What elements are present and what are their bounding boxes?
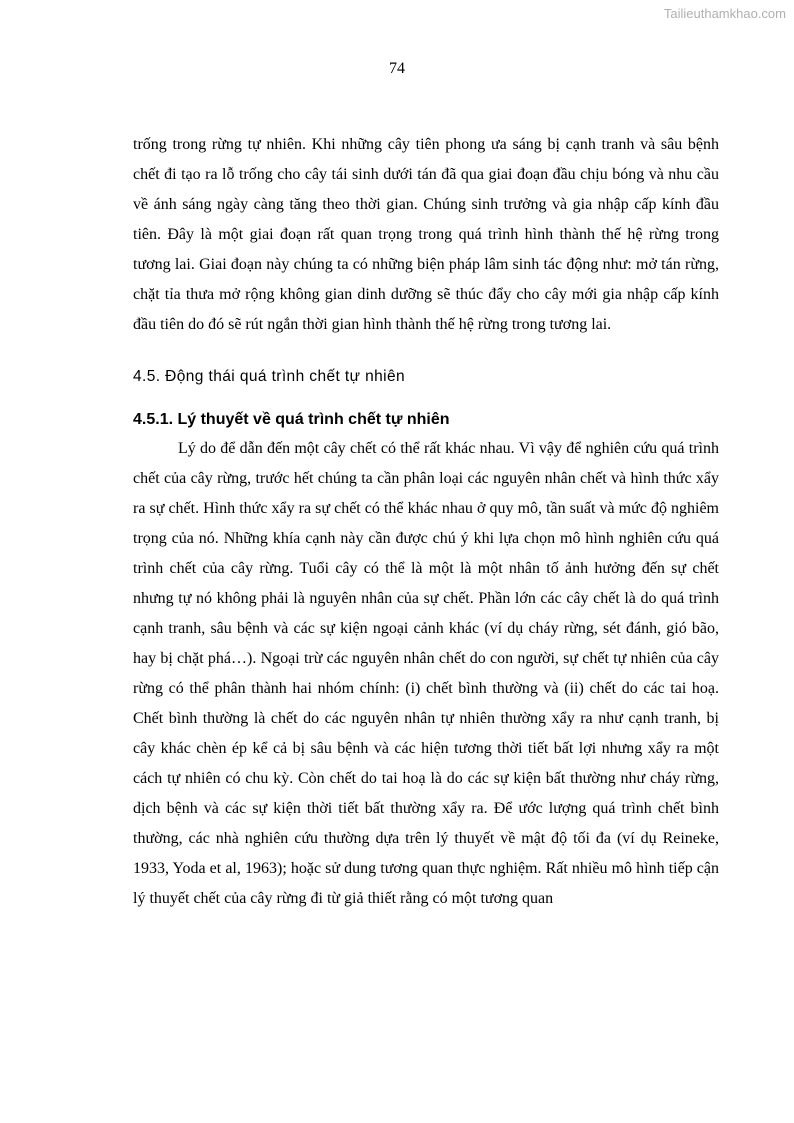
page-content: [133, 130, 719, 914]
section-heading: 4.5. Động thái quá trình chết tự nhiên: [133, 368, 406, 385]
paragraph-continuation: trống trong rừng tự nhiên. Khi những cây tiên phong ưa sáng bị cạnh tranh và sâu bệnh chết đi tạo ra lỗ trống cho cây tái sinh dưới tán đã qua giai đoạn đầu chịu bóng và nhu cầu về ánh sáng ngày càng tăng theo thời gian. Chúng sinh trưởng và gia nhập cấp kính đầu tiên. Đây là một giai đoạn rất quan trọng trong quá trình hình thành thế hệ rừng trong tương lai. Giai đoạn này chúng ta có những biện pháp lâm sinh tác động như: mở tán rừng, chặt tỉa thưa mở rộng không gian dinh dưỡng sẽ thúc đẩy cho cây mới gia nhập cấp kính đầu tiên do đó sẽ rút ngắn thời gian hình thành thế hệ rừng trong tương lai.: [133, 136, 719, 333]
watermark: Tailieuthamkhao.com: [663, 6, 786, 21]
subsection-heading: 4.5.1. Lý thuyết về quá trình chết tự nhiên: [133, 411, 450, 428]
page-number: 74: [389, 60, 405, 77]
paragraph-main: Lý do để dẫn đến một cây chết có thể rất khác nhau. Vì vậy để nghiên cứu quá trình chết của cây rừng, trước hết chúng ta cần phân loại các nguyên nhân chết và hình thức xẩy ra sự chết. Hình thức xẩy ra sự chết có thể khác nhau ở quy mô, tần suất và mức độ nghiêm trọng của nó. Những khía cạnh này cần được chú ý khi lựa chọn mô hình nghiên cứu quá trình chết của cây rừng. Tuổi cây có thể là một là một nhân tố ảnh hưởng đến sự chết nhưng tự nó không phải là nguyên nhân của sự chết. Phần lớn các cây chết là do quá trình cạnh tranh, sâu bệnh và các sự kiện ngoại cảnh khác (ví dụ cháy rừng, sét đánh, gió bão, hay bị chặt phá…). Ngoại trừ các nguyên nhân chết do con người, sự chết tự nhiên của cây rừng có thể phân thành hai nhóm chính: (i) chết bình thường và (ii) chết do các tai hoạ. Chết bình thường là chết do các nguyên nhân tự nhiên thường xẩy ra như cạnh tranh, bị cây khác chèn ép kể cả bị sâu bệnh và các hiện tương thời tiết bất lợi nhưng xẩy ra một cách tự nhiên có chu kỳ. Còn chết do tai hoạ là do các sự kiện bất thường như cháy rừng, dịch bệnh và các sự kiện thời tiết bất thường xẩy ra. Để ước lượng quá trình chết bình thường, các nhà nghiên cứu thường dựa trên lý thuyết về mật độ tối đa (ví dụ Reineke, 1933, Yoda et al, 1963); hoặc sử dung tương quan thực nghiệm. Rất nhiều mô hình tiếp cận lý thuyết chết của cây rừng đi từ giả thiết rằng có một tương quan: [133, 440, 719, 907]
